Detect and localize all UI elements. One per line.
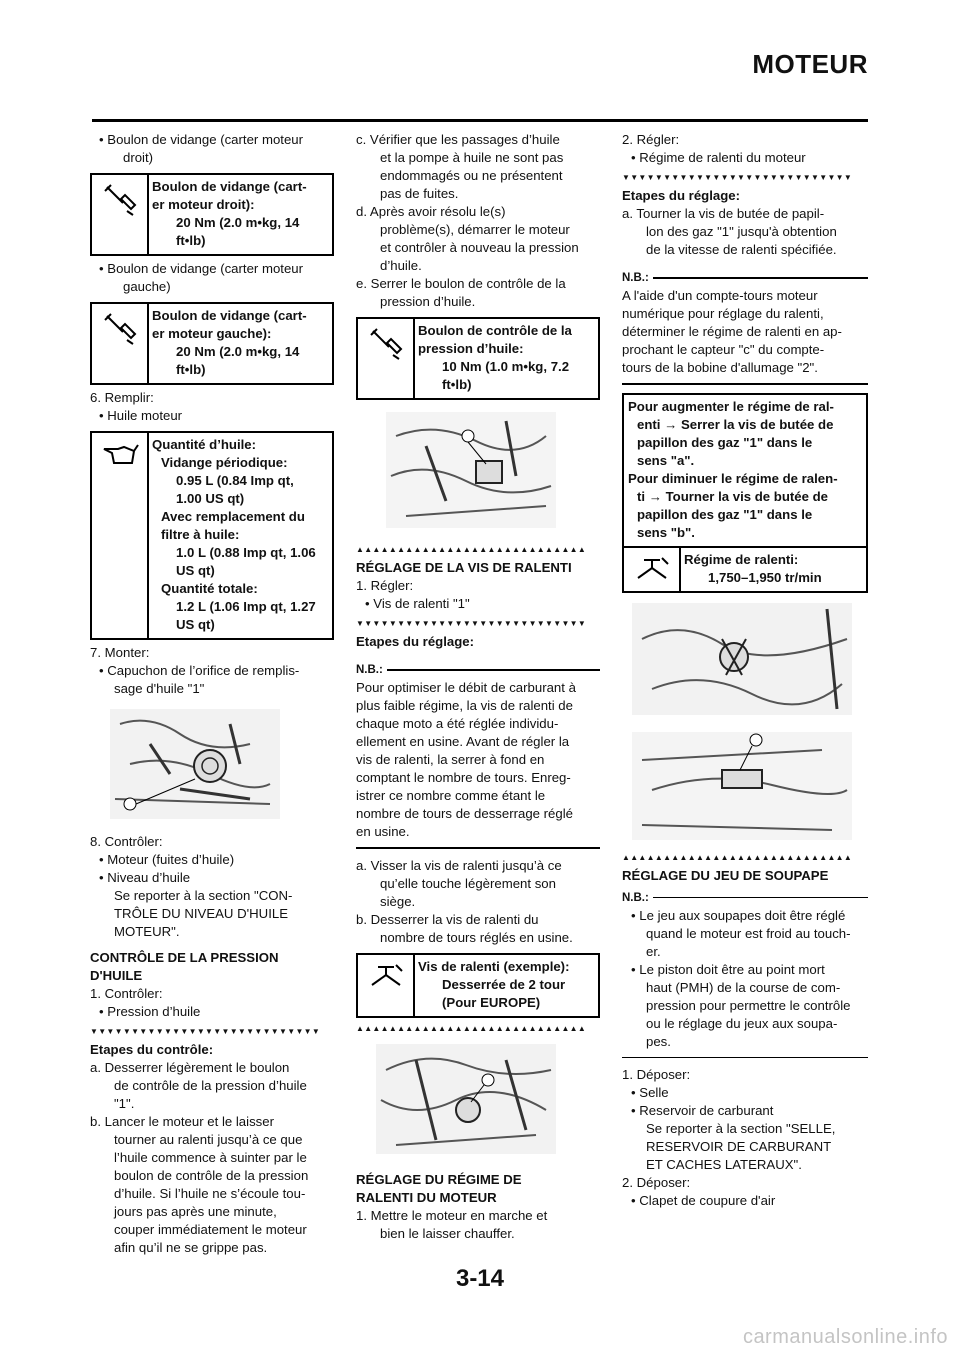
step-a-throttle-stop: a. Tourner la vis de butée de papil- lon des gaz "1" jusqu'à obtention de la vitesse de ralenti spécifiée. bbox=[622, 206, 837, 257]
step-2-remove: 2. Déposer: • Clapet de coupure d'air bbox=[622, 1175, 776, 1208]
step-8-check: 8. Contrôler: • Moteur (fuites d’huile) • Niveau d’huile Se reporter à la section "CON- TRÔLE DU NIVEAU D'HUILE MOTEUR". bbox=[90, 834, 293, 939]
step-d: d. Après avoir résolu le(s) problème(s), démarrer le moteur et contrôler à nouveau la pression d’huile. bbox=[356, 204, 579, 273]
watermark: carmanualsonline.info bbox=[742, 1326, 948, 1348]
spec-box-drain-bolt-left: Boulon de vidange (cart- er moteur gauche): 20 Nm (2.0 m•kg, 14 ft•lb) bbox=[90, 302, 334, 385]
spec-box-oil-quantity: Quantité d’huile: Vidange périodique: 0.95 L (0.84 Imp qt, 1.00 US qt) Avec remplacement du filtre à huile: 1.0 L (0.88 Imp qt, 1.06 US qt) Quantité totale: 1.2 L (1.06 Imp qt, 1.27 US qt) bbox=[90, 431, 334, 640]
triangle-divider-down: ▼▼▼▼▼▼▼▼▼▼▼▼▼▼▼▼▼▼▼▼▼▼▼▼▼▼▼▼ bbox=[90, 1027, 321, 1036]
nb-text-valve: • Le jeu aux soupapes doit être réglé quand le moteur est froid au touch- er. • Le piston doit être au point mort haut (PMH) de la course de com- pression pour permettre le contrôle ou le réglage du jeux aux soupa- pes. bbox=[631, 907, 851, 1049]
figure-oil-pressure-bolt bbox=[356, 406, 600, 539]
page-number: 3-14 bbox=[455, 1265, 505, 1292]
steps-title: Etapes du contrôle: bbox=[90, 1042, 214, 1057]
step-c: c. Vérifier que les passages d’huile et la pompe à huile ne sont pas endommagés ou ne présentent pas de fuites. bbox=[356, 132, 564, 201]
bullet-drain-bolt-right: • Boulon de vidange (carter moteur droit) bbox=[99, 132, 304, 165]
steps-title: Etapes du réglage: bbox=[356, 634, 474, 649]
nb-text: Pour optimiser le débit de carburant à plus faible régime, la vis de ralenti de chaque moto a été réglée individu- ellement en usine. Avant de régler la vis de ralenti, la serrer à fond en comptant le nombre de tours. Enreg- istrer ce nombre comme étant le nombre de tours de desserrage réglé en usine. bbox=[356, 680, 576, 839]
adjustment-direction-box: Pour augmenter le régime de ral- enti → Serrer la vis de butée de papillon des gaz "1" dans le sens "a". Pour diminuer le régime de ralen- ti → Tourner la vis de butée de papillon des gaz "1" dans le sens "b". bbox=[622, 393, 868, 548]
steps-title: Etapes du réglage: bbox=[622, 188, 740, 203]
figure-oil-filler-cap bbox=[90, 704, 334, 829]
nb-end-rule bbox=[622, 1057, 868, 1059]
bullet-drain-bolt-left: • Boulon de vidange (carter moteur gauche) bbox=[99, 261, 304, 294]
spec-box-idle-speed: Régime de ralenti: 1,750–1,950 tr/min bbox=[622, 548, 868, 593]
step-2-adjust: 2. Régler: • Régime de ralenti du moteur bbox=[622, 132, 806, 165]
oil-can-icon bbox=[92, 433, 149, 638]
step-b-unscrew: b. Desserrer la vis de ralenti du nombre de tours réglés en usine. bbox=[356, 911, 573, 945]
spec-box-drain-bolt-right: Boulon de vidange (cart- er moteur droit): 20 Nm (2.0 m•kg, 14 ft•lb) bbox=[90, 173, 334, 256]
nb-heading: N.B.: bbox=[622, 889, 868, 907]
section-heading-valve-clearance: RÉGLAGE DU JEU DE SOUPAPE bbox=[622, 867, 829, 883]
step-1-adjust: 1. Régler: • Vis de ralenti "1" bbox=[356, 578, 470, 611]
page-title: MOTEUR bbox=[752, 49, 868, 79]
nb-end-rule bbox=[622, 383, 868, 385]
triangle-divider-up: ▲▲▲▲▲▲▲▲▲▲▲▲▲▲▲▲▲▲▲▲▲▲▲▲▲▲▲▲ bbox=[356, 545, 587, 554]
figure-idle-screw bbox=[356, 1040, 600, 1163]
section-heading-idle-speed: RÉGLAGE DU RÉGIME DE RALENTI DU MOTEUR bbox=[356, 1171, 522, 1205]
step-7-install: 7. Monter: • Capuchon de l’orifice de remplis- sage d'huile "1" bbox=[90, 645, 300, 696]
section-heading-idle-screw: RÉGLAGE DE LA VIS DE RALENTI bbox=[356, 560, 572, 575]
nb-end-rule bbox=[356, 847, 600, 849]
figure-ignition-coil bbox=[622, 730, 868, 847]
triangle-divider-up: ▲▲▲▲▲▲▲▲▲▲▲▲▲▲▲▲▲▲▲▲▲▲▲▲▲▲▲▲ bbox=[622, 852, 853, 862]
spec-box-oil-pressure-bolt: Boulon de contrôle de la pression d’huile: 10 Nm (1.0 m•kg, 7.2 ft•lb) bbox=[356, 317, 600, 400]
step-1-start-engine: 1. Mettre le moteur en marche et bien le laisser chauffer. bbox=[356, 1207, 548, 1241]
torque-wrench-icon bbox=[92, 175, 149, 254]
torque-wrench-icon bbox=[358, 319, 415, 398]
column-1 bbox=[90, 131, 334, 1257]
triangle-divider-down: ▼▼▼▼▼▼▼▼▼▼▼▼▼▼▼▼▼▼▼▼▼▼▼▼▼▼▼▼ bbox=[356, 619, 587, 628]
torque-wrench-icon bbox=[92, 304, 149, 383]
spec-box-idle-screw: Vis de ralenti (exemple): Desserrée de 2 tour (Pour EUROPE) bbox=[356, 953, 600, 1018]
nb-heading: N.B.: bbox=[622, 269, 868, 287]
triangle-divider-up: ▲▲▲▲▲▲▲▲▲▲▲▲▲▲▲▲▲▲▲▲▲▲▲▲▲▲▲▲ bbox=[356, 1023, 587, 1033]
step-a-screw: a. Visser la vis de ralenti jusqu’à ce qu’elle touche légèrement son siège. bbox=[356, 857, 562, 909]
step-6-fill: 6. Remplir: • Huile moteur bbox=[90, 390, 183, 423]
header-rule bbox=[92, 119, 868, 122]
column-2 bbox=[356, 131, 600, 1243]
figure-throttle-stop-screw bbox=[622, 599, 868, 724]
triangle-divider-down: ▼▼▼▼▼▼▼▼▼▼▼▼▼▼▼▼▼▼▼▼▼▼▼▼▼▼▼▼ bbox=[622, 173, 853, 182]
nb-text-tachometer: A l'aide d'un compte-tours moteur numérique pour réglage du ralenti, déterminer le régime de ralenti en ap- prochant le capteur "c" du compte- tours de la bobine d'allumage "2". bbox=[622, 288, 842, 375]
adjustment-tool-icon bbox=[358, 955, 415, 1016]
step-1-check: 1. Contrôler: • Pression d’huile bbox=[90, 986, 201, 1019]
column-3 bbox=[622, 131, 868, 1210]
section-heading-oil-pressure: CONTRÔLE DE LA PRESSION D'HUILE bbox=[90, 950, 279, 983]
step-e: e. Serrer le boulon de contrôle de la pression d’huile. bbox=[356, 276, 566, 309]
step-b: b. Lancer le moteur et le laisser tourner au ralenti jusqu’à ce que l’huile commence à suinter par le boulon de contrôle de la pression d’huile. Si l’huile ne s’écoule tou- jours pas après une minute, couper immédiatement le moteur afin qu’il ne se grippe pas. bbox=[90, 1114, 309, 1255]
step-a: a. Desserrer légèrement le boulon de contrôle de la pression d’huile "1". bbox=[90, 1060, 307, 1111]
step-1-remove: 1. Déposer: • Selle • Reservoir de carburant Se reporter à la section "SELLE, RESERVOIR DE CARBURANT ET CACHES LATERAUX". bbox=[622, 1067, 836, 1172]
nb-heading: N.B.: bbox=[356, 661, 600, 679]
adjustment-tool-icon bbox=[624, 548, 681, 591]
